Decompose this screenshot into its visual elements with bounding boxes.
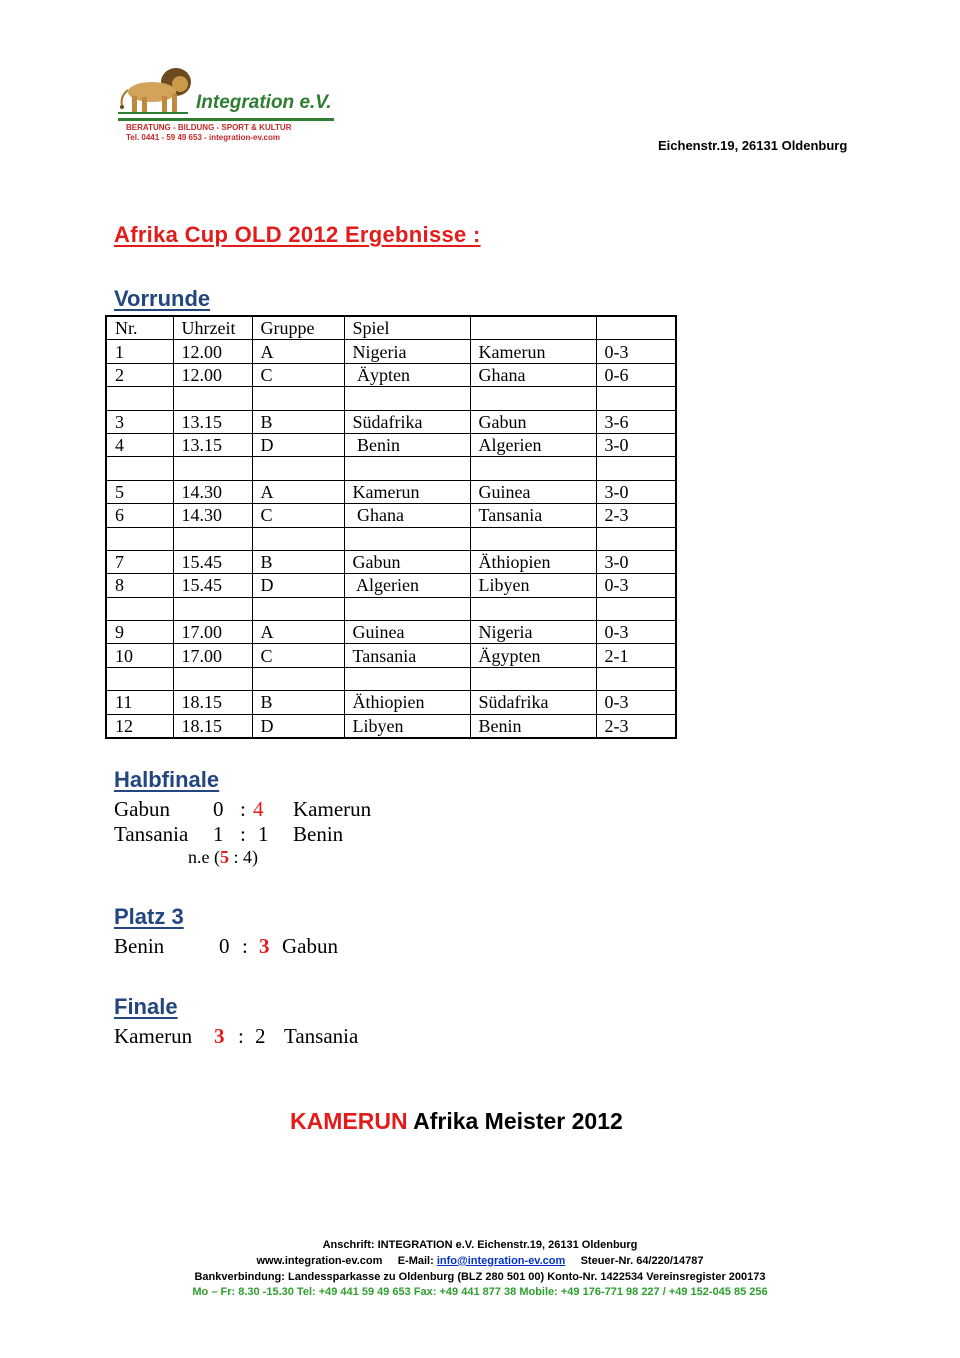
match-time [173, 667, 252, 690]
match-time [173, 527, 252, 550]
semifinal1-score2: 4 [253, 797, 264, 821]
table-row [106, 714, 676, 738]
footer-website: www.integration-ev.com [256, 1254, 383, 1267]
logo-tagline: BERATUNG - BILDUNG - SPORT & KULTUR [126, 123, 292, 132]
platz3-separator: : [242, 934, 248, 958]
table-spacer-row [106, 597, 676, 620]
match-score: 0-3 [596, 574, 676, 597]
semifinal1-team2: Kamerun [293, 797, 372, 821]
match-group [252, 667, 344, 690]
match-number: 1 [106, 340, 173, 363]
footer [0, 1238, 960, 1301]
table-header-row [106, 316, 676, 340]
semifinal1-separator: : [240, 797, 246, 821]
penalty-score2: 4 [243, 847, 252, 867]
match-time: 18.15 [173, 691, 252, 714]
match-group [252, 527, 344, 550]
home-team: Tansania [344, 644, 470, 667]
platz3-score1: 0 [219, 934, 230, 958]
semifinal1-team1: Gabun [114, 797, 170, 821]
semifinal1-score1: 0 [213, 797, 224, 821]
table-spacer-row [106, 527, 676, 550]
match-number: 8 [106, 574, 173, 597]
header-address: Eichenstr.19, 26131 Oldenburg [658, 138, 848, 153]
match-number [106, 457, 173, 480]
match-number: 7 [106, 550, 173, 573]
match-group [252, 597, 344, 620]
match-group: C [252, 644, 344, 667]
table-row [106, 574, 676, 597]
penalty-score1: 5 [219, 847, 229, 867]
halbfinale-heading: Halbfinale [114, 767, 220, 792]
match-number: 2 [106, 363, 173, 386]
home-team: Ghana [344, 504, 470, 527]
champion-banner [290, 1108, 623, 1135]
column-header: Spiel [344, 316, 470, 340]
lion-icon [118, 66, 198, 118]
match-group: D [252, 574, 344, 597]
platz3-team1: Benin [114, 934, 165, 958]
column-header [470, 316, 596, 340]
logo-name: Integration e.V. [196, 92, 332, 113]
column-header: Nr. [106, 316, 173, 340]
match-number [106, 667, 173, 690]
home-team: Benin [344, 433, 470, 456]
match-score: 3-6 [596, 410, 676, 433]
match-time: 17.00 [173, 621, 252, 644]
match-group: C [252, 504, 344, 527]
match-number [106, 387, 173, 410]
penalty-result [188, 847, 258, 868]
match-number: 11 [106, 691, 173, 714]
table-row [106, 550, 676, 573]
match-group: B [252, 410, 344, 433]
match-number: 6 [106, 504, 173, 527]
match-score [596, 457, 676, 480]
match-score: 3-0 [596, 480, 676, 503]
home-team [344, 597, 470, 620]
match-group: A [252, 480, 344, 503]
match-time: 13.15 [173, 433, 252, 456]
table-row [106, 433, 676, 456]
away-team: Kamerun [470, 340, 596, 363]
match-score: 0-3 [596, 340, 676, 363]
finale-score1: 3 [214, 1024, 225, 1048]
match-time: 15.45 [173, 574, 252, 597]
match-number: 12 [106, 714, 173, 738]
logo-underline [118, 118, 334, 121]
away-team: Tansania [470, 504, 596, 527]
semifinal2-separator: : [240, 822, 246, 846]
champion-text: Afrika Meister 2012 [407, 1108, 623, 1134]
match-score: 2-1 [596, 644, 676, 667]
match-number: 5 [106, 480, 173, 503]
match-number: 4 [106, 433, 173, 456]
penalty-prefix: n.e ( [188, 847, 220, 867]
match-group: A [252, 621, 344, 644]
match-group [252, 387, 344, 410]
home-team: Guinea [344, 621, 470, 644]
vorrunde-table [105, 315, 677, 739]
match-time: 14.30 [173, 504, 252, 527]
table-row [106, 410, 676, 433]
footer-bank-details: Bankverbindung: Landessparkasse zu Oldenburg (BLZ 280 501 00) Konto-Nr. 1422534 Vereinsregister 200173 [194, 1270, 766, 1283]
column-header: Uhrzeit [173, 316, 252, 340]
match-number [106, 597, 173, 620]
match-score: 0-6 [596, 363, 676, 386]
table-spacer-row [106, 667, 676, 690]
column-header: Gruppe [252, 316, 344, 340]
match-score: 0-3 [596, 621, 676, 644]
match-time [173, 457, 252, 480]
footer-email-label: E-Mail: [397, 1254, 434, 1267]
home-team: Äthiopien [344, 691, 470, 714]
semifinal2-team2: Benin [293, 822, 344, 846]
footer-tax-number: Steuer-Nr. 64/220/14787 [580, 1254, 704, 1267]
table-row [106, 691, 676, 714]
footer-address: Anschrift: INTEGRATION e.V. Eichenstr.19, 26131 Oldenburg [322, 1239, 638, 1251]
match-number: 9 [106, 621, 173, 644]
champion-team: KAMERUN [290, 1108, 408, 1134]
platz3-team2: Gabun [282, 934, 338, 958]
away-team: Südafrika [470, 691, 596, 714]
away-team: Algerien [470, 433, 596, 456]
logo-contact: Tel. 0441 - 59 49 653 - integration-ev.com [126, 133, 280, 142]
home-team: Nigeria [344, 340, 470, 363]
semifinal2-score2: 1 [258, 822, 269, 846]
match-group: B [252, 550, 344, 573]
away-team [470, 667, 596, 690]
match-group: D [252, 714, 344, 738]
footer-email-link[interactable]: info@integration-ev.com [436, 1254, 566, 1267]
away-team: Gabun [470, 410, 596, 433]
match-score [596, 667, 676, 690]
finale-team1: Kamerun [114, 1024, 193, 1048]
finale-team2: Tansania [284, 1024, 359, 1048]
match-time: 12.00 [173, 363, 252, 386]
match-time: 14.30 [173, 480, 252, 503]
finale-separator: : [238, 1024, 244, 1048]
away-team: Nigeria [470, 621, 596, 644]
penalty-suffix: ) [252, 847, 258, 867]
away-team: Guinea [470, 480, 596, 503]
column-header [596, 316, 676, 340]
away-team [470, 387, 596, 410]
table-row [106, 480, 676, 503]
table-row [106, 363, 676, 386]
table-row [106, 644, 676, 667]
match-score: 3-0 [596, 433, 676, 456]
table-spacer-row [106, 387, 676, 410]
match-number: 10 [106, 644, 173, 667]
match-score [596, 597, 676, 620]
away-team: Äthiopien [470, 550, 596, 573]
finale-score2: 2 [255, 1024, 266, 1048]
home-team: Libyen [344, 714, 470, 738]
match-group: D [252, 433, 344, 456]
match-score: 0-3 [596, 691, 676, 714]
match-number [106, 527, 173, 550]
home-team [344, 457, 470, 480]
match-time: 12.00 [173, 340, 252, 363]
footer-contact-line [0, 1254, 960, 1270]
match-time: 15.45 [173, 550, 252, 573]
away-team [470, 527, 596, 550]
match-time: 18.15 [173, 714, 252, 738]
match-score [596, 387, 676, 410]
home-team: Gabun [344, 550, 470, 573]
match-score: 2-3 [596, 714, 676, 738]
match-score: 2-3 [596, 504, 676, 527]
match-group [252, 457, 344, 480]
away-team: Libyen [470, 574, 596, 597]
home-team: Äypten [344, 363, 470, 386]
vorrunde-heading: Vorrunde [114, 286, 211, 311]
semifinal2-score1: 1 [213, 822, 224, 846]
home-team [344, 387, 470, 410]
footer-phone-line: Mo – Fr: 8.30 -15.30 Tel: +49 441 59 49 653 Fax: +49 441 877 38 Mobile: +49 176-771 98 227 / +49 152-045 85 256 [192, 1286, 768, 1299]
table-row [106, 504, 676, 527]
penalty-separator: : [228, 847, 243, 867]
match-time [173, 387, 252, 410]
table-row [106, 621, 676, 644]
match-score [596, 527, 676, 550]
table-spacer-row [106, 457, 676, 480]
match-time: 13.15 [173, 410, 252, 433]
away-team: Ghana [470, 363, 596, 386]
match-number: 3 [106, 410, 173, 433]
match-group: A [252, 340, 344, 363]
document-title: Afrika Cup OLD 2012 Ergebnisse : [114, 222, 481, 247]
match-group: B [252, 691, 344, 714]
platz3-score2: 3 [259, 934, 270, 958]
away-team [470, 597, 596, 620]
table-row [106, 340, 676, 363]
away-team [470, 457, 596, 480]
finale-heading: Finale [114, 994, 178, 1019]
semifinal2-team1: Tansania [114, 822, 189, 846]
match-score: 3-0 [596, 550, 676, 573]
home-team [344, 527, 470, 550]
home-team [344, 667, 470, 690]
home-team: Algerien [344, 574, 470, 597]
platz3-heading: Platz 3 [114, 904, 184, 929]
logo [118, 66, 340, 148]
home-team: Südafrika [344, 410, 470, 433]
home-team: Kamerun [344, 480, 470, 503]
match-group: C [252, 363, 344, 386]
away-team: Benin [470, 714, 596, 738]
match-time: 17.00 [173, 644, 252, 667]
match-time [173, 597, 252, 620]
away-team: Ägypten [470, 644, 596, 667]
